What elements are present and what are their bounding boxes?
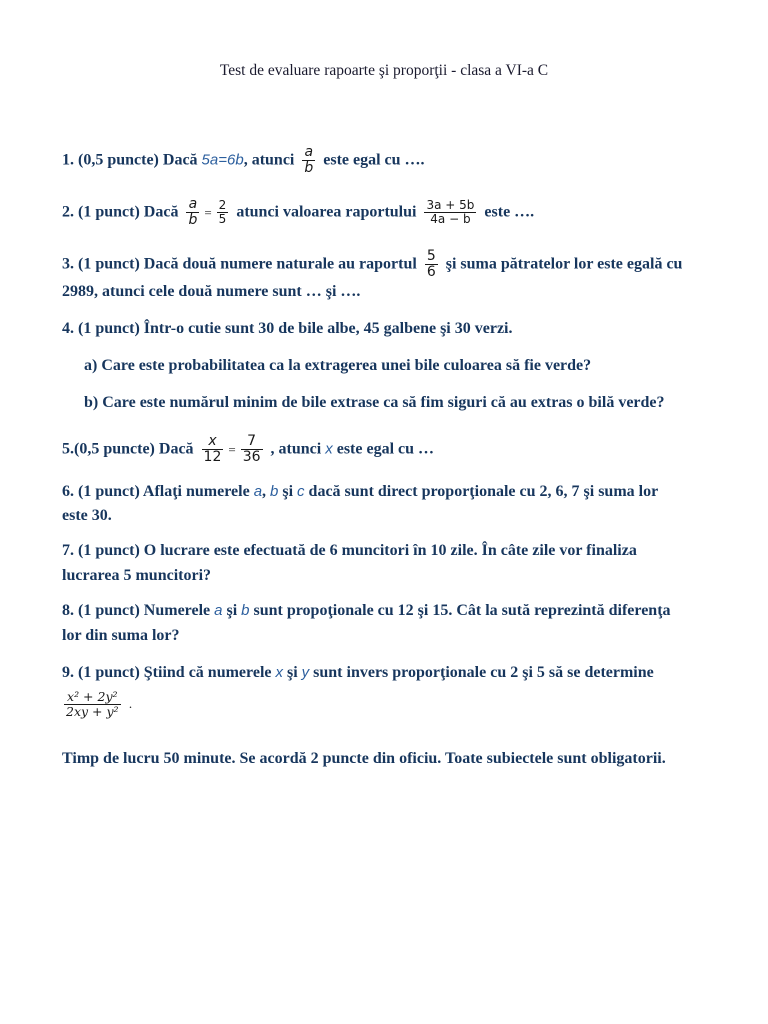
question-8: 8. (1 punct) Numerele a şi b sunt propoţionale cu 12 şi 15. Cât la sută reprezintă diferenţa <box>62 602 671 619</box>
question-5: 5.(0,5 puncte) Dacă $\frac{x}{12}$ = $\frac{7}{36}$ , atunci x este egal cu … <box>62 433 435 466</box>
q2-fraction-ratio: $\frac{3a + 5b}{4a - b}$ <box>426 198 475 227</box>
question-1: 1. (0,5 puncte) Dacă 5a=6b, atunci $\frac{a}{b}$ este egal cu …. <box>62 144 425 177</box>
footer-note: Timp de lucru 50 minute. Se acordă 2 puncte din oficiu. Toate subiectele sunt obligatorii. <box>62 750 666 767</box>
question-6: 6. (1 punct) Aflaţi numerele a, b şi c dacă sunt direct proporţionale cu 2, 6, 7 şi suma lor <box>62 483 659 500</box>
question-2: 2. (1 punct) Dacă $\frac{a}{b}$ = $\frac{2}{5}$ atunci valoarea raportului $\frac{3a + 5b}{4a - b}$ este …. <box>62 196 535 229</box>
q5-fraction-736: $\frac{7}{36}$ <box>242 433 261 466</box>
question-8-line-2: lor din suma lor? <box>62 627 180 644</box>
question-4b: b) Care este numărul minim de bile extrase ca să fim siguri că au extras o bilă verde? <box>84 394 665 411</box>
q5-fraction-x12: $\frac{x}{12}$ <box>203 433 222 466</box>
question-4a: a) Care este probabilitatea ca la extragerea unei bile culoarea să fie verde? <box>84 357 592 374</box>
q2-fraction-25: $\frac{2}{5}$ <box>218 198 227 227</box>
question-3: 3. (1 punct) Dacă două numere naturale au raportul $\frac{5}{6}$ şi suma pătratelor lor este egală cu <box>62 248 683 281</box>
question-7-line-2: lucrarea 5 muncitori? <box>62 567 212 584</box>
question-3-line-2: 2989, atunci cele două numere sunt … şi …. <box>62 283 361 300</box>
question-6-line-2: este 30. <box>62 507 112 524</box>
q3-fraction: $\frac{5}{6}$ <box>426 248 436 281</box>
q2-fraction-ab: $\frac{a}{b}$ <box>188 196 198 229</box>
question-9-expression: $\frac{\text{x² + 2y²}}{\text{2xy + y²}}$ . <box>66 689 133 719</box>
question-7: 7. (1 punct) O lucrare este efectuată de 6 muncitori în 10 zile. În câte zile vor finaliza <box>62 542 637 559</box>
page-title: Test de evaluare rapoarte şi proporţii - clasa a VI-a C <box>219 62 549 79</box>
question-9: 9. (1 punct) Ştiind că numerele x şi y sunt invers proporţionale cu 2 şi 5 să se determine <box>62 664 654 681</box>
q9-fraction: $\frac{\text{x² + 2y²}}{\text{2xy + y²}}$ <box>66 689 119 719</box>
question-4: 4. (1 punct) Într-o cutie sunt 30 de bile albe, 45 galbene şi 30 verzi. <box>62 320 513 337</box>
q1-expression: 5a=6b <box>201 151 244 169</box>
q1-fraction: $\frac{a}{b}$ <box>304 144 314 177</box>
